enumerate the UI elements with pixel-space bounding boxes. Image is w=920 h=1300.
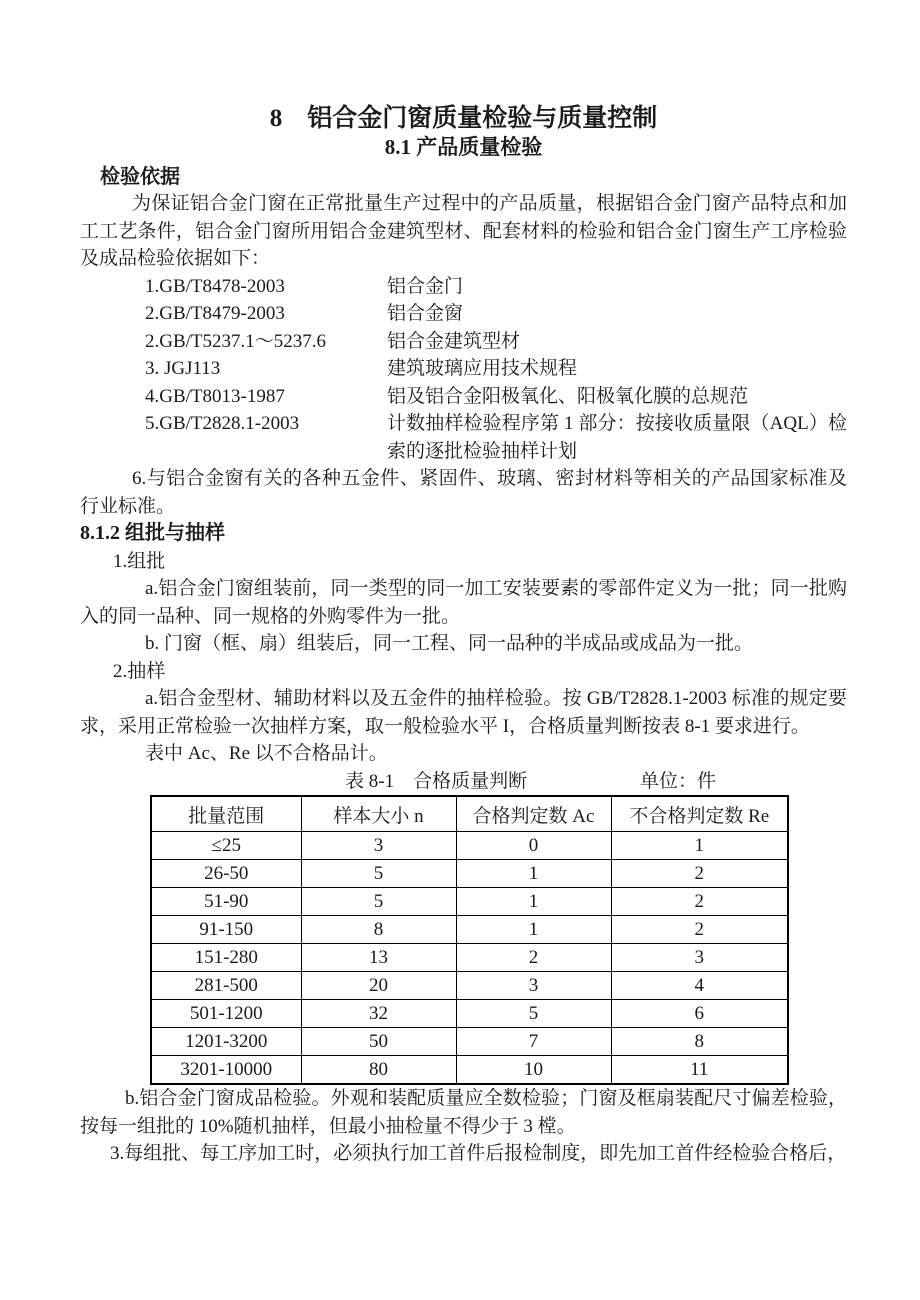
table-cell: 1201-3200 <box>151 1028 301 1056</box>
item6-paragraph: 6.与铝合金窗有关的各种五金件、紧固件、玻璃、密封材料等相关的产品国家标准及行业标准。 <box>80 468 847 517</box>
table-cell: 151-280 <box>151 944 301 972</box>
note-ac-re: 表中 Ac、Re 以不合格品计。 <box>145 743 388 764</box>
table-cell: 0 <box>456 832 611 860</box>
reference-list <box>80 273 847 466</box>
table-row <box>151 972 788 1000</box>
header-sample-size: 样本大小 n <box>301 796 456 832</box>
table-cell: 91-150 <box>151 916 301 944</box>
item-1a: a.铝合金门窗组装前，同一类型的同一加工安装要素的零部件定义为一批；同一批购入的同一品种、同一规格的外购零件为一批。 <box>80 578 847 627</box>
item-2a: a.铝合金型材、辅助材料以及五金件的抽样检验。按 GB/T2828.1-2003 标准的规定要求，采用正常检验一次抽样方案，取一般检验水平 I，合格质量判断按表 8-1 要求进行。 <box>80 688 847 737</box>
table-cell: 3 <box>456 972 611 1000</box>
table-cell: 3201-10000 <box>151 1056 301 1085</box>
table-cell: 1 <box>456 916 611 944</box>
intro-paragraph: 为保证铝合金门窗在正常批量生产过程中的产品质量，根据铝合金门窗产品特点和加工工艺条件，铝合金门窗所用铝合金建筑型材、配套材料的检验和铝合金门窗生产工序检验及成品检验依据如下： <box>80 193 847 269</box>
page-subtitle: 8.1 产品质量检验 <box>384 135 543 159</box>
table-cell: 4 <box>611 972 788 1000</box>
reference-row <box>80 355 847 383</box>
table-caption: 表 8-1 合格质量判断 <box>345 770 528 792</box>
reference-code: 5.GB/T2828.1-2003 <box>145 413 300 434</box>
table-cell: 3 <box>611 944 788 972</box>
table-cell: 2 <box>611 916 788 944</box>
item-2-sampling: 2.抽样 <box>113 660 166 682</box>
table-header-row <box>151 796 788 832</box>
reference-title: 铝合金建筑型材 <box>387 330 521 352</box>
table-row <box>151 1056 788 1085</box>
reference-code: 3. JGJ113 <box>145 358 221 379</box>
item-2b: b.铝合金门窗成品检验。外观和装配质量应全数检验；门窗及框扇装配尺寸偏差检验，按每一组批的 10%随机抽样，但最小抽检量不得少于 3 樘。 <box>80 1088 847 1137</box>
header-reject-number: 不合格判定数 Re <box>611 796 788 832</box>
header-accept-number: 合格判定数 Ac <box>456 796 611 832</box>
table-row <box>151 1000 788 1028</box>
header-batch-range: 批量范围 <box>151 796 301 832</box>
table-cell: 3 <box>301 832 456 860</box>
table-cell: 10 <box>456 1056 611 1085</box>
table-cell: 2 <box>456 944 611 972</box>
table-cell: 6 <box>611 1000 788 1028</box>
reference-row <box>80 300 847 328</box>
reference-row <box>80 410 847 465</box>
table-cell: 1 <box>456 860 611 888</box>
reference-row <box>80 383 847 411</box>
table-cell: 2 <box>611 888 788 916</box>
table-cell: 2 <box>611 860 788 888</box>
reference-title: 铝及铝合金阳极氧化、阳极氧化膜的总规范 <box>387 385 749 407</box>
table-cell: 32 <box>301 1000 456 1028</box>
item-1-grouping: 1.组批 <box>113 550 166 572</box>
table-cell: 5 <box>301 888 456 916</box>
reference-code: 1.GB/T8478-2003 <box>145 275 285 297</box>
reference-row <box>80 328 847 356</box>
reference-title: 建筑玻璃应用技术规程 <box>387 358 578 379</box>
reference-title: 计数抽样检验程序第 1 部分：按接收质量限（AQL）检索的逐批检验抽样计划 <box>387 413 847 462</box>
table-cell: 1 <box>456 888 611 916</box>
table-cell: 11 <box>611 1056 788 1085</box>
table-cell: 501-1200 <box>151 1000 301 1028</box>
section-heading-812: 8.1.2 组批与抽样 <box>80 522 225 544</box>
table-row <box>151 860 788 888</box>
table-cell: 8 <box>301 916 456 944</box>
item-3: 3.每组批、每工序加工时，必须执行加工首件后报检制度，即先加工首件经检验合格后， <box>110 1143 847 1164</box>
reference-title: 铝合金窗 <box>387 303 464 324</box>
reference-code: 2.GB/T8479-2003 <box>145 303 285 324</box>
table-cell: 5 <box>301 860 456 888</box>
table-cell: 51-90 <box>151 888 301 916</box>
table-cell: 20 <box>301 972 456 1000</box>
table-cell: 26-50 <box>151 860 301 888</box>
table-cell: ≤25 <box>151 832 301 860</box>
page-title: 8 铝合金门窗质量检验与质量控制 <box>269 105 658 132</box>
table-cell: 80 <box>301 1056 456 1085</box>
table-row <box>151 944 788 972</box>
quality-judgement-table <box>150 795 789 1085</box>
table-row <box>151 888 788 916</box>
table-row <box>151 916 788 944</box>
basis-heading: 检验依据 <box>100 166 180 188</box>
table-cell: 281-500 <box>151 972 301 1000</box>
table-cell: 1 <box>611 832 788 860</box>
table-unit-label: 单位：件 <box>640 770 717 792</box>
table-row <box>151 1028 788 1056</box>
table-cell: 5 <box>456 1000 611 1028</box>
reference-row <box>80 273 847 301</box>
reference-code: 2.GB/T5237.1～5237.6 <box>145 330 327 352</box>
table-cell: 7 <box>456 1028 611 1056</box>
table-caption-line <box>80 768 847 796</box>
reference-code: 4.GB/T8013-1987 <box>145 385 285 407</box>
table-cell: 13 <box>301 944 456 972</box>
table-cell: 8 <box>611 1028 788 1056</box>
table-row <box>151 832 788 860</box>
item-1b: b. 门窗（框、扇）组装后，同一工程、同一品种的半成品或成品为一批。 <box>145 633 754 654</box>
reference-title: 铝合金门 <box>387 275 464 297</box>
table-cell: 50 <box>301 1028 456 1056</box>
